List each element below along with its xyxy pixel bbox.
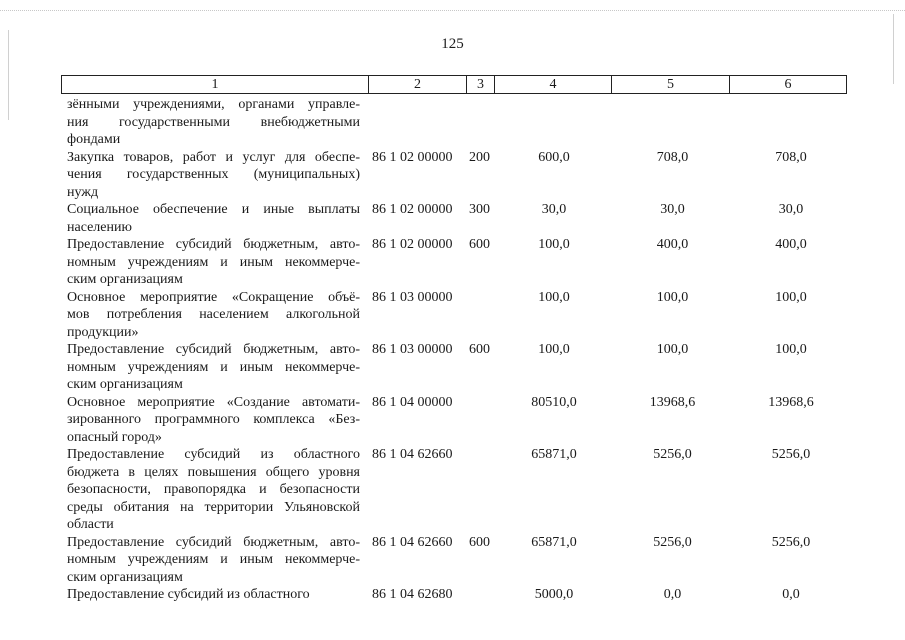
table-body	[0, 96, 905, 604]
row-value-col4: 600,0	[538, 149, 570, 165]
description-line: номным учреждениям и иным некоммерче-	[67, 359, 360, 375]
row-description	[67, 236, 360, 289]
table-row	[0, 341, 905, 394]
description-line: Предоставление субсидий бюджетным, авто-	[67, 237, 360, 252]
column-header-table	[61, 75, 847, 94]
row-budget-code: 86 1 02 00000	[372, 237, 453, 252]
row-expense-type: 600	[469, 342, 490, 357]
row-value-col6: 400,0	[775, 237, 807, 252]
row-budget-code: 86 1 02 00000	[372, 202, 453, 217]
row-value-col4: 65871,0	[531, 534, 577, 550]
row-value-col6: 0,0	[782, 587, 800, 602]
column-header-6: 6	[730, 76, 847, 94]
column-header-row	[62, 76, 847, 94]
description-line: среды обитания на территории Ульяновской	[67, 499, 360, 515]
row-expense-type: 200	[469, 149, 490, 165]
row-expense-type: 300	[469, 202, 490, 217]
description-line: бюджета в целях повышения общего уровня	[67, 464, 360, 480]
row-value-col5: 5256,0	[653, 447, 692, 462]
description-line: области	[67, 517, 114, 532]
table-row	[0, 236, 905, 289]
row-value-col5: 0,0	[663, 587, 682, 602]
description-line: Основное мероприятие «Сокращение объё-	[67, 289, 360, 305]
row-value-col4: 30,0	[541, 202, 567, 217]
column-header-4: 4	[495, 76, 612, 94]
scan-artifact-top	[0, 10, 905, 12]
row-description	[67, 149, 360, 202]
column-header-5: 5	[612, 76, 730, 94]
description-line: номным учреждениям и иным некоммерче-	[67, 254, 360, 270]
row-value-col4: 5000,0	[534, 587, 574, 602]
description-line: продукции»	[67, 324, 139, 340]
table-row	[0, 96, 905, 149]
row-value-col5: 400,0	[656, 237, 689, 252]
description-line: чения государственных (муниципальных)	[67, 167, 360, 182]
page-number: 125	[441, 36, 464, 52]
description-line: ния государственными внебюджетными	[67, 114, 360, 130]
description-line: Социальное обеспечение и иные выплаты	[67, 202, 360, 217]
table-row	[0, 586, 905, 604]
row-value-col5: 100,0	[656, 342, 689, 357]
row-value-col6: 708,0	[775, 149, 807, 165]
row-value-col4: 80510,0	[531, 394, 577, 410]
row-description	[67, 446, 360, 534]
row-value-col5: 100,0	[656, 289, 689, 305]
description-line: зированного программного комплекса «Без-	[67, 412, 360, 427]
row-expense-type: 600	[469, 237, 490, 252]
table-row	[0, 394, 905, 447]
row-value-col6: 5256,0	[771, 447, 811, 462]
row-budget-code: 86 1 04 62660	[372, 447, 453, 462]
description-line: зёнными учреждениями, органами управле-	[67, 97, 360, 112]
column-header-2: 2	[369, 76, 467, 94]
row-description	[67, 341, 360, 394]
row-value-col4: 100,0	[538, 237, 570, 252]
row-description	[67, 96, 360, 149]
description-line: опасный город»	[67, 429, 162, 445]
description-line: Предоставление субсидий из областного	[67, 587, 310, 602]
description-line: мов потребления населением алкогольной	[67, 307, 360, 322]
row-value-col4: 65871,0	[531, 447, 577, 462]
column-header-1: 1	[62, 76, 369, 94]
row-value-col6: 100,0	[775, 289, 807, 305]
row-value-col6: 13968,6	[768, 394, 814, 410]
description-line: Предоставление субсидий бюджетным, авто-	[67, 342, 360, 357]
row-budget-code: 86 1 04 62680	[372, 587, 453, 602]
description-line: фондами	[67, 132, 121, 147]
row-value-col6: 100,0	[775, 342, 807, 357]
row-budget-code: 86 1 04 00000	[372, 394, 453, 410]
row-budget-code: 86 1 04 62660	[372, 534, 453, 550]
description-line: ским организациям	[67, 377, 183, 392]
row-value-col5: 13968,6	[649, 394, 696, 410]
table-row	[0, 149, 905, 202]
row-budget-code: 86 1 03 00000	[372, 289, 453, 305]
description-line: Предоставление субсидий бюджетным, авто-	[67, 534, 360, 550]
row-value-col5: 5256,0	[653, 534, 692, 550]
description-line: Предоставление субсидий из областного	[67, 447, 360, 462]
table-row	[0, 446, 905, 534]
row-description	[67, 586, 360, 604]
description-line: населению	[67, 219, 132, 235]
table-row	[0, 534, 905, 587]
description-line: ским организациям	[67, 569, 183, 585]
row-value-col4: 100,0	[538, 342, 570, 357]
row-value-col5: 708,0	[656, 149, 689, 165]
row-value-col6: 30,0	[778, 202, 804, 217]
column-header-3: 3	[467, 76, 495, 94]
description-line: ским организациям	[67, 272, 183, 287]
description-line: нужд	[67, 184, 99, 200]
row-description	[67, 394, 360, 447]
row-description	[67, 201, 360, 236]
table-row	[0, 201, 905, 236]
row-value-col5: 30,0	[660, 202, 685, 217]
description-line: номным учреждениям и иным некоммерче-	[67, 552, 360, 567]
row-description	[67, 289, 360, 342]
table-row	[0, 289, 905, 342]
row-value-col6: 5256,0	[771, 534, 811, 550]
description-line: Основное мероприятие «Создание автомати-	[67, 394, 360, 410]
row-expense-type: 600	[469, 534, 490, 550]
description-line: безопасности, правопорядка и безопасности	[67, 482, 360, 497]
description-line: Закупка товаров, работ и услуг для обеспе-	[67, 149, 360, 165]
row-description	[67, 534, 360, 587]
row-budget-code: 86 1 03 00000	[372, 342, 453, 357]
row-value-col4: 100,0	[538, 289, 570, 305]
row-budget-code: 86 1 02 00000	[372, 149, 453, 165]
